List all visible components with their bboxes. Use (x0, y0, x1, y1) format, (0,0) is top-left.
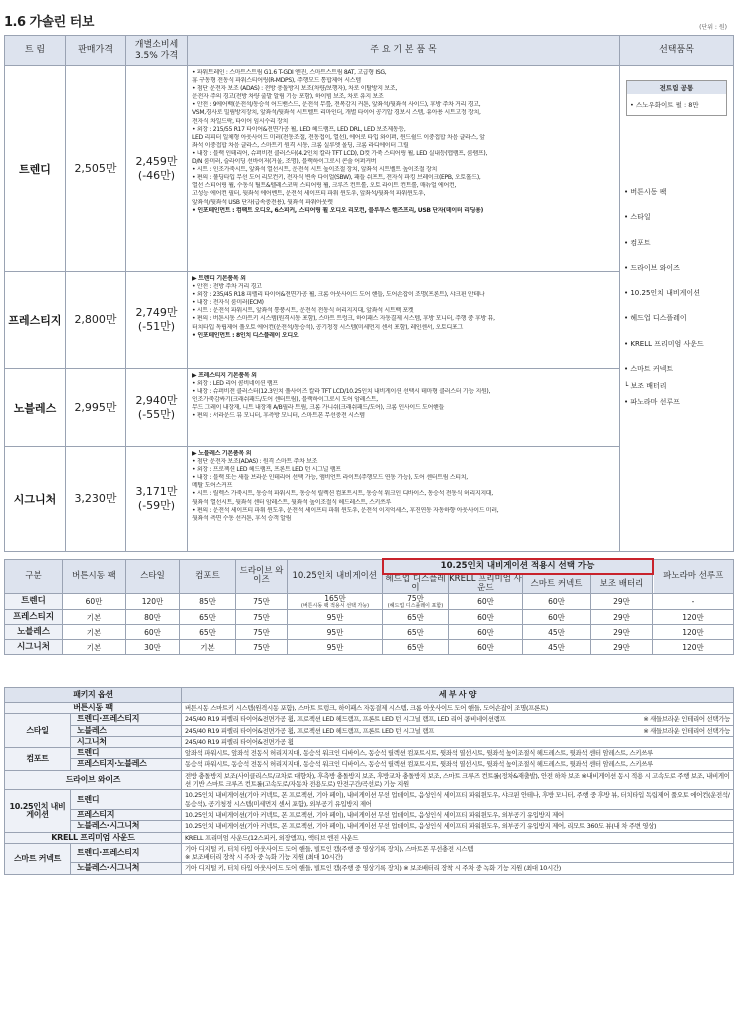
option-item: • 컴포트 (624, 238, 651, 247)
price-cell (449, 610, 523, 625)
price-value: 60만 (144, 627, 161, 637)
price-cell (236, 594, 288, 610)
price-cell (63, 625, 126, 640)
row-label: 트렌디 (5, 594, 63, 610)
detail-nav-2: 10.25인치 내비게이션(기아 커넥트, 폰 프로젝션, 기아 페이), 내비게이션 무선 업데이트, 음성인식 세이프티 파워윈도우, 외부공기 유입방지 제어, 리모트 360도 뷰(내 차 주변 영상) (182, 821, 734, 832)
price-value: 60만 (477, 627, 494, 637)
trim-signature: 시그니처 (5, 447, 66, 552)
sub-nav-2: 노블레스·시그니처 (71, 821, 182, 832)
price-cell (126, 594, 180, 610)
option-price-table (4, 558, 734, 655)
basic-line: LED 리피터 일체형 아웃사이드 미러(전동조절, 전동접이, 열선), 에어로 타입 와이퍼, 윈드쉴드 이중접합 차음 글라스, 앞 (192, 133, 485, 141)
price-value: 29만 (613, 642, 630, 652)
tax-noblesse (126, 369, 188, 447)
price-value: 75만 (253, 642, 270, 652)
basic-noblesse (188, 369, 620, 447)
pkg-button: 버튼시동 팩 (5, 703, 182, 714)
style-text: 245/40 R19 피렐리 타이어&전면가공 휠, 프로젝션 LED 헤드램프, 프론트 LED 턴 시그널 램프 (185, 726, 434, 735)
pkg-style: 스타일 (5, 714, 71, 748)
basic-line: • 편의 : 버튼시동 스마트키 시스템(원격시동 포함), 스마트 트렁크, 하이패스 자동결제 시스템, 후방 모니터, 주행 중 후방 뷰, (192, 315, 495, 323)
header-tax: 개별소비세 3.5% 가격 (126, 36, 188, 66)
price-value: 65만 (199, 627, 216, 637)
head-button-pack: 버튼시동 팩 (63, 559, 126, 594)
trim-prestige: 프레스티지 (5, 272, 66, 369)
head-smart-connect: 스마트 커넥트 (523, 574, 591, 594)
detail-style-1 (182, 725, 734, 736)
pkg-krell: KRELL 프리미엄 사운드 (5, 832, 182, 843)
price-cell (653, 640, 734, 655)
basic-line: 휴 구동형 전동식 파워스티어링(R-MDPS), 주행모드 통합제어 시스템 (192, 77, 361, 85)
price-signature: 3,230만 (66, 447, 126, 552)
price-cell (63, 610, 126, 625)
price-value: 165만 (324, 594, 346, 603)
basic-line: • 내장 : 전자식 룸미러(ECM) (192, 299, 264, 307)
basic-line: • 내장 : 블랙 또는 새들 브라운 인테리어 선택 가능, 앰비언트 라이트(주행모드 연동 가능), 도어 센터트림 스티치, (192, 474, 468, 482)
option-item: • 10.25인치 내비게이션 (624, 289, 700, 298)
package-detail-table (4, 687, 734, 875)
basic-line: • 편의 : 운전석 세이프티 파워 윈도우, 운전석 세이프티 파워 윈도우, 운전석 이지억세스, 후진연동 자동하향 아웃사이드 미러, (192, 506, 499, 514)
price-value: 120만 (141, 597, 164, 606)
basic-line: • 첨단 운전자 보조 (ADAS) : 전방 충돌방지 보조(차량/보행자), 차로 이탈방지 보조, (192, 85, 397, 93)
detail-nav-0: 10.25인치 내비게이션(기아 커넥트, 폰 프로젝션, 기아 페이), 내비게이션 무선 업데이트, 음성인식 세이프티 파워윈도우, 샤크핀 안테나, 후방 모니터, 주행 중 후방 뷰, 터치타입 독립제어 풀오토 에어컨(운전석/동승석), 공기청정 시스템(미세먼지 센서 포함), 외부공기 유입방지 제어 (182, 790, 734, 810)
pkg-comfort: 컴포트 (5, 748, 71, 771)
price-cell (63, 594, 126, 610)
price-cell (523, 610, 591, 625)
option-item: • KRELL 프리미엄 사운드 (624, 339, 704, 348)
price-cell (523, 594, 591, 610)
trim-noblesse: 노블레스 (5, 369, 66, 447)
price-cell (591, 610, 653, 625)
trim-trendy: 트렌디 (5, 66, 66, 272)
basic-line: ▶ 프레스티지 기본품목 외 (192, 372, 257, 379)
head-panorama: 파노라마 선루프 (653, 559, 734, 594)
style-note: ※ 새들브라운 인테리어 선택가능 (643, 715, 730, 724)
sub-comfort-1: 프레스티지·노블레스 (71, 759, 182, 770)
tax-signature (126, 447, 188, 552)
price-note: (버튼시동 팩 적용시 선택 가능) (300, 603, 370, 609)
price-cell (126, 640, 180, 655)
price-cell (653, 610, 734, 625)
basic-line: • 외장 : 235/45 R18 피렐리 타이어&전면가공 휠, 크롬 아웃사이드 도어 핸들, 도어손잡이 조명(프론트), 샤크핀 안테나 (192, 291, 485, 299)
price-cell (383, 640, 449, 655)
detail-button: 버튼시동 스마트키 시스템(원격시동 포함), 스마트 트렁크, 하이패스 자동결제 시스템, 크롬 아웃사이드 도어 핸들, 도어손잡이 조명(프론트) (182, 703, 734, 714)
price-cell (126, 610, 180, 625)
basic-line: 메탈 도어스커프 (192, 482, 233, 490)
basic-line: • 인포테인먼트 : 8인치 디스플레이 오디오 (192, 331, 299, 339)
price-value: 80만 (144, 612, 161, 622)
sub-style-1: 노블레스 (71, 725, 182, 736)
detail-smart-1: 기아 디지털 키, 터치 타입 아웃사이드 도어 핸들, 빌트인 캠(주행 중 영상기록 장치) ※ 보조배터리 장착 시 주차 중 녹화 기능 지원 (최대 10시간) (182, 863, 734, 874)
price-value: 기본 (86, 642, 102, 652)
detail-smart-0 (182, 843, 734, 863)
price-cell (180, 640, 236, 655)
pkg-drive: 드라이브 와이즈 (5, 770, 182, 790)
price-value: 45만 (548, 627, 565, 637)
pkg-smart: 스마트 커넥트 (5, 843, 71, 874)
basic-line: • 외장 : 프로젝션 LED 헤드램프, 프론트 LED 턴 시그널 램프 (192, 466, 341, 474)
price-value: 95만 (326, 627, 344, 637)
page-title: 1.6 가솔린 터보 (4, 15, 94, 30)
pkg-nav: 10.25인치 내비게이션 (5, 790, 71, 832)
detail-style-2: 245/40 R19 피렐리 타이어&전면가공 휠 (182, 736, 734, 747)
price-value: 기본 (86, 612, 102, 622)
row-label: 프레스티지 (5, 610, 63, 625)
price-value: 75만 (253, 597, 270, 606)
detail-krell: KRELL 프리미엄 사운드(12스피커, 외장앰프), 액티브 엔진 사운드 (182, 832, 734, 843)
option-item: • 파노라마 선루프 (624, 398, 680, 407)
basic-prestige (188, 272, 620, 369)
price-cell (126, 625, 180, 640)
option-column (620, 66, 734, 552)
option-item: • 버튼시동 팩 (624, 188, 667, 196)
price-value: 45만 (548, 642, 565, 652)
row-label: 시그니처 (5, 640, 63, 655)
price-cell (383, 610, 449, 625)
basic-line: 앞좌석/뒷좌석 USB 단자(급속충전용), 뒷좌석 파워아웃렛 (192, 198, 333, 206)
head-package: 패키지 옵션 (5, 688, 182, 703)
head-gubun: 구분 (5, 559, 63, 594)
price-cell (180, 610, 236, 625)
basic-line: • 내장 : 블랙 인테리어, 슈퍼비전 클러스터(4.2인치 칼라 TFT LCD), D컷 가죽 스티어링 휠, LED 실내등(맵램프, 룸램프), (192, 149, 488, 157)
style-note: ※ 새들브라운 인테리어 선택가능 (643, 726, 730, 735)
price-cell (449, 625, 523, 640)
basic-line: • 내장 : 슈퍼비전 클러스터(12.3인치 풀사이즈 칼라 TFT LCD/10.25인치 내비게이션 선택시 테마형 클러스터 기능 지원), (192, 388, 491, 396)
price-cell (180, 625, 236, 640)
price-value: 60만 (477, 612, 494, 622)
basic-list (192, 450, 615, 523)
price-cell (591, 640, 653, 655)
price-value: 75만 (407, 594, 424, 603)
detail-drive: 전방 충돌방지 보조(사이클리스트/교차로 대향차), 후측방 충돌방지 보조, 후방교차 충돌방지 보조, 스마트 크루즈 컨트롤(정차&재출발), 안전 하차 보조 ※내비게이션 동시 적용 시 고속도로 주행 보조, 내비게이션 기반 스마트 크루즈 컨트롤(고속도로/자동차 전용도로) 안전구간/곡선로) 기능 지원 (182, 770, 734, 790)
price-value: 85만 (199, 597, 216, 606)
price-value: 60만 (548, 612, 565, 622)
option-list (624, 180, 729, 416)
price-value: 29만 (613, 597, 630, 606)
option-item: • 스타일 (624, 213, 651, 222)
basic-line: VSM,경사로 밀림방지장치, 앞좌석/뒷좌석 시트벨트 리마인더, 개별 타이어 공기압 경보시 스템, 유아용 시트고정 장치, (192, 109, 481, 117)
tax-value: 3,171만 (135, 485, 178, 498)
price-value: 65만 (407, 627, 424, 637)
price-cell (523, 625, 591, 640)
basic-line: 전자식 차일드락, 타이어 임시수리 장치 (192, 117, 288, 125)
price-value: 30만 (144, 642, 161, 652)
option-item: • 드라이브 와이즈 (624, 263, 680, 272)
tax-value: 2,749만 (135, 306, 178, 319)
sub-style-0: 트렌디·프레스티지 (71, 714, 182, 725)
basic-line: D/N 룸미러, 슬라이딩 선바이저(거울, 조명), 블랙하이그로시 콘솔 어퍼커버 (192, 158, 377, 166)
price-noblesse: 2,995만 (66, 369, 126, 447)
price-cell (449, 594, 523, 610)
detail-comfort-0: 앞좌석 파워시트, 앞좌석 전동식 허리지지대, 동승석 워크인 디바이스, 동승석 릴렉션 컴포트시트, 뒷좌석 열선시트, 뒷좌석 높이조절식 헤드레스트, 뒷좌석 센터 암레스트, 스키쓰루 (182, 748, 734, 759)
head-krell: KRELL 프리미엄 사운드 (449, 574, 522, 593)
tax-diff: (-46만) (137, 168, 176, 182)
basic-line: • 파워트레인 : 스마트스트림 G1.6 T-GDI 엔진, 스마트스트림 8AT, 고급형 ISG, (192, 69, 387, 76)
basic-line: 무드 그레이 내장재, 니트 내장재 A/B필라 트림, 크롬 가니쉬(크래쉬패드/도어), 크롬 인사이드 도어핸들 (192, 404, 444, 412)
option-item: └ 보조 배터리 (624, 382, 667, 391)
common-item: • 스노우화이트 펄 : 8만 (630, 101, 699, 109)
basic-line: • 인포테인먼트 : 컴팩트 오디오, 6스피커, 스티어링 휠 오디오 리모컨, 블루투스 핸즈프리, USB 단자(데이터 리딩용) (192, 206, 484, 214)
basic-list (192, 69, 615, 215)
basic-trendy (188, 66, 620, 272)
basic-line: • 편의 : 서라운드 뷰 모니터, 후측방 모니터, 스마트폰 무선충전 시스템 (192, 412, 365, 420)
price-prestige: 2,800만 (66, 272, 126, 369)
style-text: 245/40 R19 피렐리 타이어&전면가공 휠, 프로젝션 LED 헤드램프, 프론트 LED 턴 시그널 램프, LED 리어 콤비네이션램프 (185, 715, 506, 724)
price-cell (523, 640, 591, 655)
price-value: 95만 (326, 612, 344, 622)
price-value: 29만 (613, 612, 630, 622)
head-navigation: 10.25인치 내비게이션 (288, 559, 383, 594)
price-value: 60만 (85, 597, 103, 606)
tax-diff: (-55만) (137, 407, 176, 421)
tax-diff: (-59만) (137, 499, 176, 512)
price-cell (383, 625, 449, 640)
basic-list (192, 275, 615, 340)
smart-text: 기아 디지털 키, 터치 타입 아웃사이드 도어 핸들, 빌트인 캠(주행 중 영상기록 장치), 스마트폰 무선충전 시스템 (185, 844, 474, 853)
smart-text2: ※ 보조배터리 장착 시 주차 중 녹화 기능 지원 (최대 10시간) (185, 853, 343, 862)
basic-line: 인조가죽감싸기(크래쉬패드/도어 센터트림), 블랙하이그로시 도어 암레스트, (192, 396, 378, 404)
sub-nav-0: 트렌디 (71, 790, 182, 810)
main-price-table (4, 35, 734, 552)
head-comfort: 컴포트 (180, 559, 236, 594)
sub-smart-0: 트렌디·프레스티지 (71, 843, 182, 863)
basic-line: 터치타입 독립제어 풀오토 에어컨(운전석/동승석), 공기청정 시스템(미세먼지 센서 포함), 레인센서, 오토디포그 (192, 323, 463, 331)
price-value: - (691, 597, 695, 606)
price-value: 75만 (253, 627, 270, 637)
price-value: 65만 (407, 612, 424, 622)
header-basic: 주 요 기 본 품 목 (188, 36, 620, 66)
price-cell (236, 610, 288, 625)
price-value: 기본 (200, 642, 215, 652)
common-header: 전트림 공통 (627, 81, 726, 94)
price-cell (383, 594, 449, 610)
basic-signature (188, 447, 620, 552)
sub-nav-1: 프레스티지 (71, 809, 182, 820)
option-item: • 스마트 커넥트 (624, 365, 674, 374)
basic-line: ▶ 노블레스 기본품목 외 (192, 450, 252, 457)
price-note: (헤드업 디스플레이 포함) (387, 603, 444, 609)
head-detail: 세 부 사 양 (182, 688, 734, 703)
price-value: 65만 (199, 612, 216, 622)
head-battery: 보조 배터리 (591, 574, 653, 594)
price-value: 65만 (407, 642, 424, 652)
price-cell (653, 594, 734, 610)
price-cell (288, 594, 383, 610)
detail-comfort-1: 동승석 파워시트, 동승석 전동식 허리지지대, 동승석 워크인 디바이스, 동승석 릴렉션 컴포트시트, 뒷좌석 열선시트, 뒷좌석 높이조절식 헤드레스트, 뒷좌석 센터 암레스트, 스키쓰루 (182, 759, 734, 770)
price-value: 60만 (477, 642, 494, 652)
basic-line: • 시트 : 운전석 파워시트, 앞좌석 통풍시트, 운전석 전동식 허리지지대, 앞좌석 시트백 포켓 (192, 307, 414, 315)
price-value: 기본 (86, 627, 102, 637)
basic-line: 열선 스티어링 휠, 수동식 틸트&텔레스코픽 스티어링 휠, 크루즈 컨트롤, 오토 라이트 컨트롤, 매뉴얼 에어컨, (192, 182, 457, 190)
head-hud: 헤드업 디스플레이 (383, 574, 449, 594)
tax-value: 2,940만 (135, 393, 178, 407)
unit-label: (단위 : 원) (699, 24, 727, 31)
header-option: 선택품목 (620, 36, 734, 66)
price-value: 120만 (682, 642, 704, 652)
tax-prestige (126, 272, 188, 369)
basic-line: • 시트 : 릴렉스 가죽시트, 동승석 파워시트, 동승석 릴렉션 컴포트시트, 동승석 워크인 디바이스, 동승석 전동식 허리지지대, (192, 490, 493, 498)
header-trim: 트 림 (5, 36, 66, 66)
basic-list (192, 372, 615, 421)
price-cell (288, 625, 383, 640)
price-cell (591, 594, 653, 610)
price-value: 120만 (682, 627, 704, 637)
price-cell (236, 640, 288, 655)
price-cell (288, 610, 383, 625)
price-cell (288, 640, 383, 655)
head-drive-wise: 드라이브 와이즈 (236, 559, 288, 594)
price-cell (591, 625, 653, 640)
price-cell (236, 625, 288, 640)
sub-comfort-0: 트렌디 (71, 748, 182, 759)
price-cell (63, 640, 126, 655)
price-cell (449, 640, 523, 655)
basic-line: • 외장 : LED 리어 콤비네이션 램프 (192, 380, 278, 388)
basic-line: • 안전 : 9에어백(운전석/동승석 어드밴스드, 운전석 무릎, 전복감지 커튼, 앞좌석/뒷좌석 사이드), 후방 주차 거리 경고, (192, 101, 481, 109)
basic-line: • 안전 : 전방 주차 거리 경고 (192, 283, 262, 291)
price-value: 95만 (326, 642, 344, 652)
price-cell (180, 594, 236, 610)
price-cell (653, 625, 734, 640)
basic-line: 좌석 이중접합 차음 글라스, 스마트키 원격 시동, 크롬 실루엣 몰딩, 크롬 라디에이터 그릴 (192, 141, 409, 149)
price-value: 60만 (548, 597, 565, 606)
basic-line: 뒷좌석 열선시트, 뒷좌석 센터 암레스트, 뒷좌석 높이조절식 헤드레스트, 스키쓰루 (192, 498, 392, 506)
head-style: 스타일 (126, 559, 180, 594)
tax-trendy (126, 66, 188, 272)
price-trendy: 2,505만 (66, 66, 126, 272)
sub-smart-1: 노블레스·시그니처 (71, 863, 182, 874)
price-value: 75만 (253, 612, 270, 622)
basic-line: • 시트 : 인조가죽시트, 앞좌석 열선시트, 운전석 시트 높이조절 장치, 앞좌석 시트벨트 높이조절 장치 (192, 166, 438, 174)
basic-line: 운전자 주의 경고(전방 차량 출발 알림 기능 포함), 하이빔 보조, 차로 유지 보조 (192, 93, 384, 101)
price-value: 60만 (477, 597, 494, 606)
basic-line: • 첨단 운전자 보조(ADAS) : 원격 스마트 주차 보조 (192, 458, 318, 466)
basic-line: 고성능 에어컨 필터, 뒷좌석 에어벤트, 운전석 세이프티 파워 윈도우, 앞좌석/뒷좌석 파워윈도우, (192, 190, 426, 198)
basic-line: • 편의 : 풀딩타입 무선 도어 리모컨키, 전자식 변속 다이얼(SBW), 패들 쉬프트, 전자식 파킹 브레이크(EPB, 오토홀드), (192, 174, 481, 182)
common-option-box (626, 80, 727, 116)
price-value: 120만 (682, 612, 704, 622)
basic-line: 뒷좌석 측면 수동 선커튼, 후석 승객 알림 (192, 514, 292, 522)
price-value: 29만 (613, 627, 630, 637)
sub-style-2: 시그니처 (71, 736, 182, 747)
detail-nav-1: 10.25인치 내비게이션(기아 커넥트, 폰 프로젝션, 기아 페이), 내비게이션 무선 업데이트, 음성인식 세이프티 파워윈도우, 외부공기 유입방지 제어 (182, 809, 734, 820)
detail-style-0 (182, 714, 734, 725)
header-price: 판매가격 (66, 36, 126, 66)
head-nav-group: 10.25인치 내비게이션 적용시 선택 가능 (383, 559, 653, 574)
row-label: 노블레스 (5, 625, 63, 640)
basic-line: • 외장 : 215/55 R17 타이어&전면가공 휠, LED 헤드램프, LED DRL, LED 보조제동등, (192, 125, 406, 133)
option-item: • 헤드업 디스플레이 (624, 314, 687, 323)
tax-value: 2,459만 (135, 154, 178, 168)
tax-diff: (-51만) (137, 320, 176, 333)
basic-line: ▶ 트렌디 기본품목 외 (192, 275, 246, 282)
